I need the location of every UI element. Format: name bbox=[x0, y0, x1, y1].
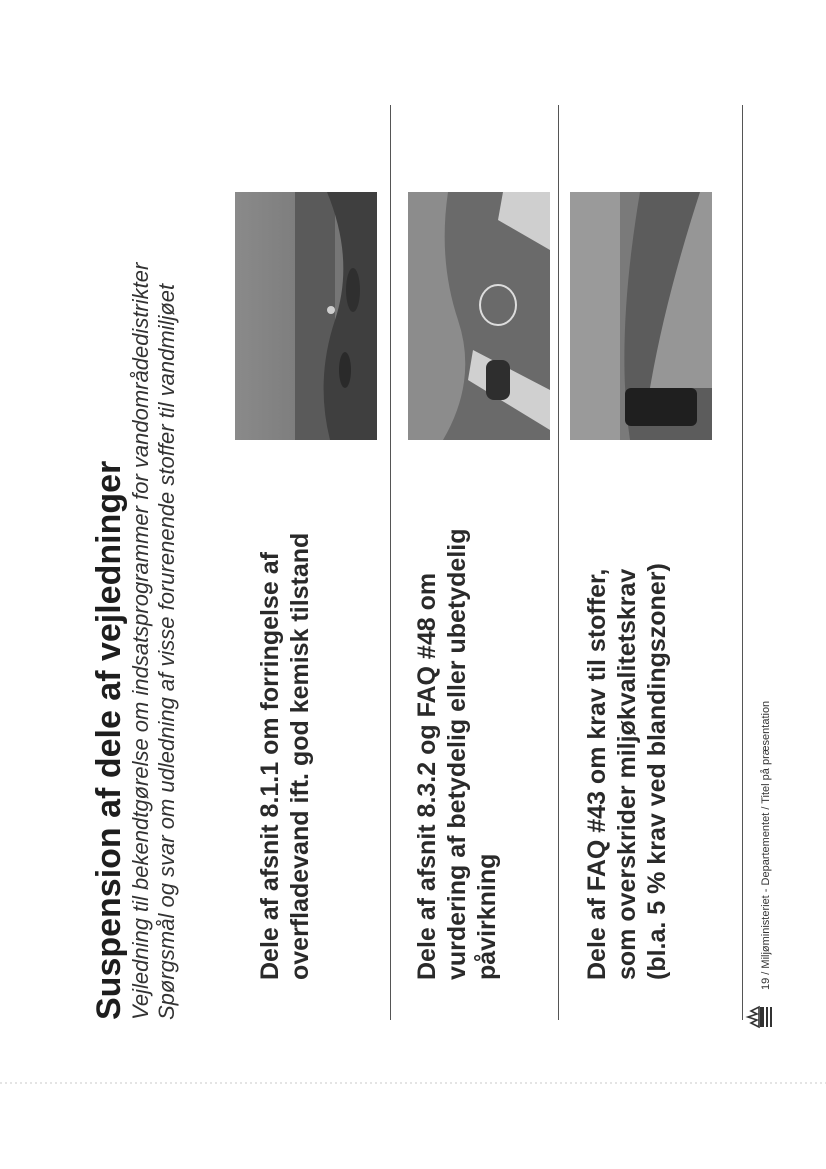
slide-subtitle-2: Spørgsmål og svar om udledning af visse forurenende stoffer til vandmiljøet bbox=[154, 283, 179, 1020]
row-1-text: Dele af afsnit 8.1.1 om forringelse af overfladevand ift. god kemisk tilstand bbox=[256, 532, 314, 980]
scan-edge-line bbox=[0, 1080, 826, 1086]
row-2-text: Dele af afsnit 8.3.2 og FAQ #48 om vurdering af betydelig eller ubetydelig påvirkning bbox=[413, 528, 501, 980]
row-3-text: Dele af FAQ #43 om krav til stoffer, som overskrider miljøkvalitetskrav (bl.a. 5 % krav ved blandingszoner) bbox=[583, 563, 671, 980]
row-divider-2 bbox=[558, 105, 559, 1020]
row-divider-1 bbox=[390, 105, 391, 1020]
footer-text: 19 / Miljøministeriet - Departementet / Titel på præsentation bbox=[760, 700, 772, 990]
row-divider-3 bbox=[742, 105, 743, 1020]
coastline-photo bbox=[235, 192, 377, 440]
slide-subtitle-1: Vejledning til bekendtgørelse om indsatsprogrammer for vandområdedistrikter bbox=[128, 262, 153, 1020]
slide-title: Suspension af dele af vejledninger bbox=[90, 460, 128, 1020]
outlet-pipe-photo bbox=[570, 192, 712, 440]
slide bbox=[40, 50, 800, 1050]
water-sampling-photo bbox=[408, 192, 550, 440]
crown-logo-icon bbox=[745, 1004, 773, 1030]
